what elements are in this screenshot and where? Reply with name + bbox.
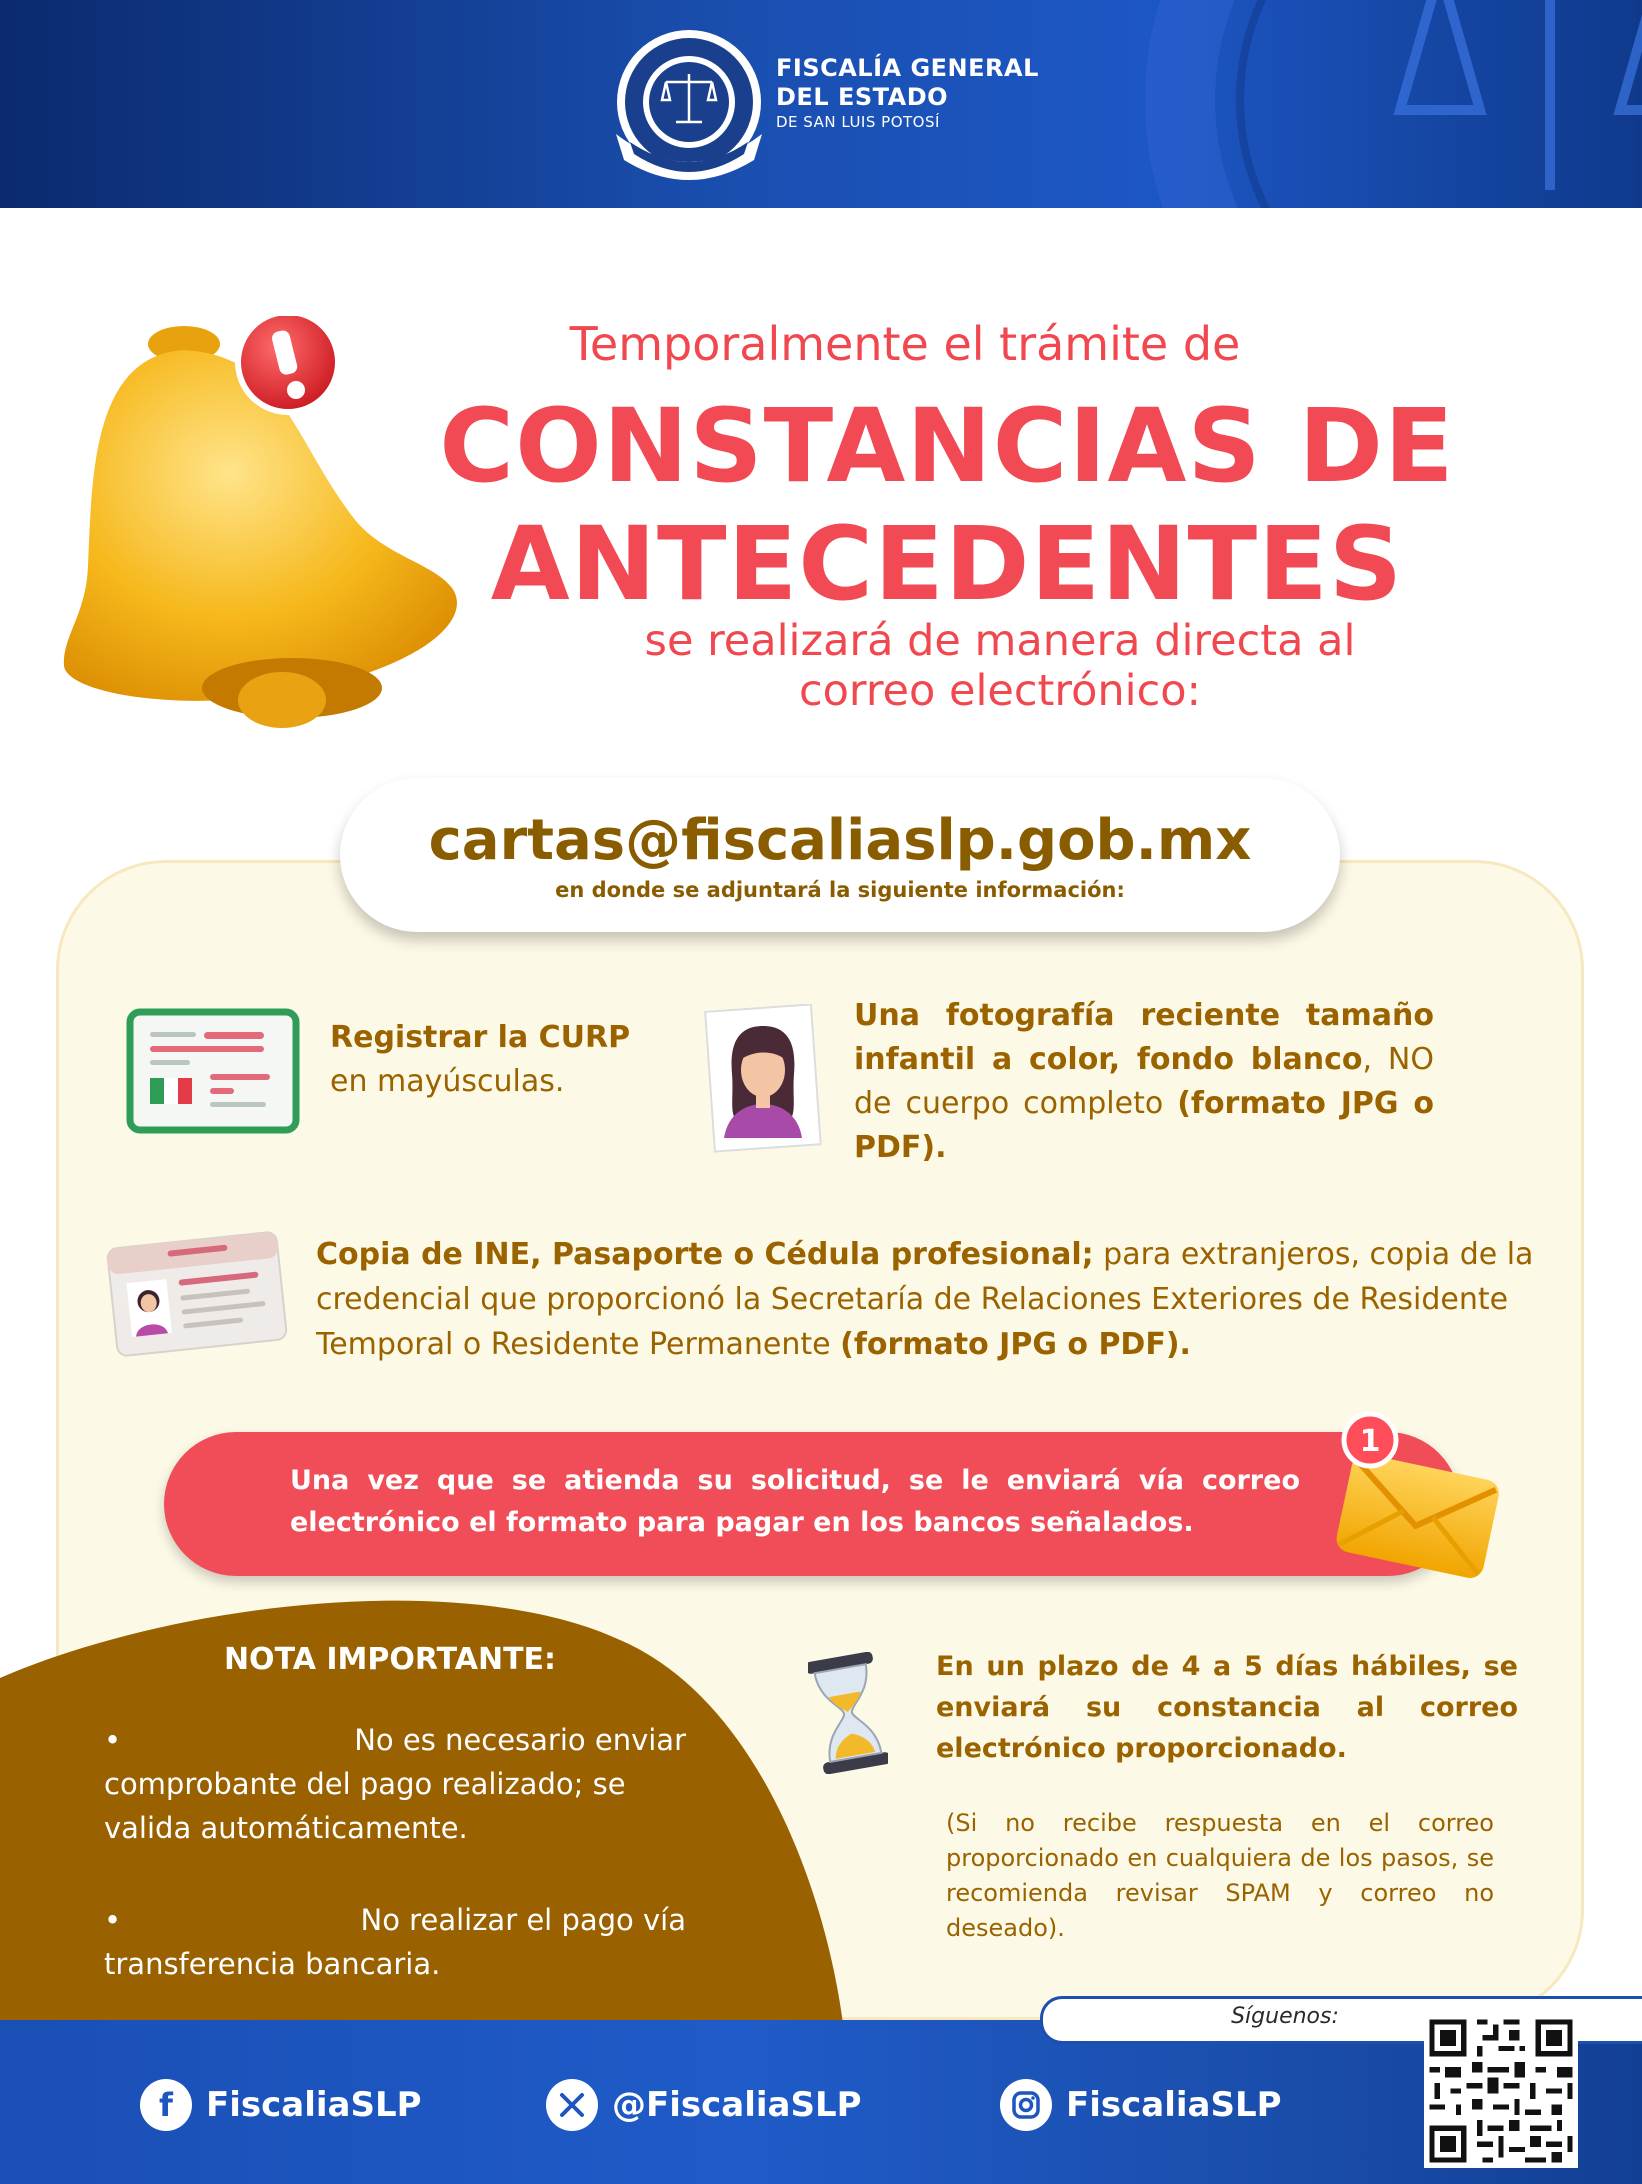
delivery-time-text: En un plazo de 4 a 5 días hábiles, se enviará su constancia al correo electrónico proporcionado. <box>936 1651 1518 1764</box>
title-outro-line2: correo electrónico: <box>798 666 1202 716</box>
photo-requirement-bold: Una fotografía reciente tamaño infantil a color, fondo blanco <box>854 998 1434 1077</box>
decorative-seal-icon <box>1100 0 1642 208</box>
nota-title: NOTA IMPORTANTE: <box>223 1642 557 1677</box>
email-address-link[interactable]: cartas@fiscaliaslp.gob.mx <box>428 808 1252 873</box>
ine-credential-icon <box>106 1230 288 1358</box>
ine-requirement-bold: Copia de INE, Pasaporte o Cédula profesional; <box>316 1237 1094 1272</box>
id-card-icon <box>126 1008 300 1134</box>
email-subtitle: en donde se adjuntará la siguiente información: <box>555 878 1125 902</box>
bullet: • <box>104 1903 122 1937</box>
ine-requirement <box>316 1232 1548 1367</box>
instagram-icon <box>1000 2079 1052 2131</box>
hourglass-icon <box>808 1652 888 1774</box>
title-outro <box>560 616 1440 716</box>
spam-note: (Si no recibe respuesta en el correo proporcionado en cualquiera de los pasos, se recomienda revisar SPAM y correo no deseado). <box>946 1809 1494 1942</box>
twitter-link[interactable] <box>546 2078 862 2132</box>
nota-item <box>104 1898 686 1986</box>
twitter-handle: @FiscaliaSLP <box>612 2085 862 2125</box>
ine-format-note: (formato JPG o PDF). <box>840 1327 1191 1362</box>
org-name-line3: DE SAN LUIS POTOSÍ <box>776 113 940 131</box>
org-name-line2: DEL ESTADO <box>776 83 949 111</box>
photo-requirement-rest: , NO de cuerpo completo <box>854 1042 1434 1121</box>
nota-item-first-line: No es necesario enviar <box>354 1723 686 1757</box>
main-title-line1: CONSTANCIAS DE <box>439 387 1455 506</box>
photo-format-note: (formato JPG o PDF). <box>854 1086 1434 1165</box>
instagram-handle: FiscaliaSLP <box>1066 2085 1282 2125</box>
nota-item <box>104 1718 686 1850</box>
payment-notice-text: Una vez que se atienda su solicitud, se le enviará vía correo electrónico el formato para pagar en los bancos señalados. <box>290 1465 1300 1538</box>
title-outro-line1: se realizará de manera directa al <box>644 616 1356 666</box>
title-intro: Temporalmente el trámite de <box>569 317 1241 371</box>
envelope-badge-count: 1 <box>1359 1424 1381 1459</box>
curp-requirement-rest: en mayúsculas. <box>330 1064 565 1099</box>
qr-code-icon[interactable] <box>1424 2014 1578 2168</box>
facebook-handle: FiscaliaSLP <box>206 2085 422 2125</box>
follow-us-label: Síguenos: <box>1231 2004 1339 2029</box>
facebook-icon: f <box>140 2079 192 2131</box>
fiscalia-seal-icon <box>604 22 774 192</box>
org-name-line1: FISCALÍA GENERAL <box>776 54 1039 82</box>
facebook-link[interactable] <box>140 2078 422 2132</box>
organization-name <box>776 54 1039 132</box>
nota-item-rest: comprobante del pago realizado; se valida automáticamente. <box>104 1767 626 1845</box>
portrait-photo-icon <box>704 1004 822 1154</box>
ine-requirement-rest: para extranjeros, copia de la credencial que proporcionó la Secretaría de Relaciones Exteriores de Residente Temporal o Residente Permanente <box>316 1237 1534 1362</box>
envelope-notification-icon <box>1318 1410 1508 1580</box>
curp-requirement <box>330 1016 670 1104</box>
header-banner <box>0 0 1642 208</box>
photo-requirement <box>854 994 1434 1170</box>
instagram-link[interactable] <box>1000 2078 1282 2132</box>
curp-requirement-bold: Registrar la CURP <box>330 1020 631 1055</box>
bullet: • <box>104 1723 122 1757</box>
nota-item-rest: transferencia bancaria. <box>104 1947 441 1981</box>
x-twitter-icon <box>546 2079 598 2131</box>
nota-item-first-line: No realizar el pago vía <box>360 1903 686 1937</box>
main-title <box>372 388 1522 624</box>
main-title-line2: ANTECEDENTES <box>490 505 1404 624</box>
